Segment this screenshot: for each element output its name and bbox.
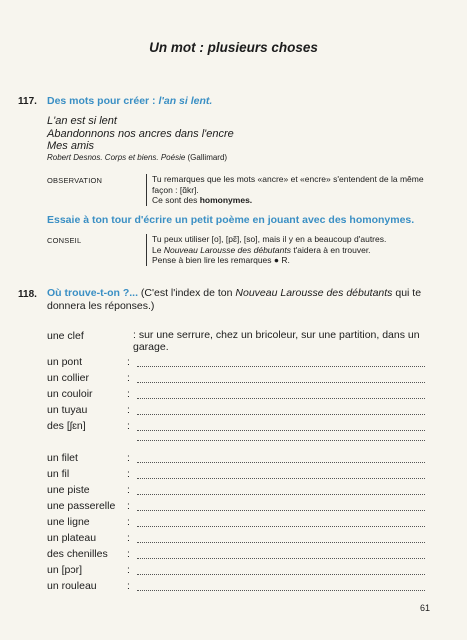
answer-line[interactable] <box>137 382 425 383</box>
conseil-note <box>146 234 432 266</box>
question-text-2: qui te donnera les réponses.) <box>47 287 422 312</box>
example-answer: : sur une serrure, chez un bricoleur, sur une partition, dans un garage. <box>133 329 420 353</box>
answer-line[interactable] <box>137 414 425 415</box>
observation-conclusion <box>152 195 432 206</box>
colon: : <box>127 468 130 480</box>
colon: : <box>127 580 130 592</box>
word-label: une clef <box>47 330 84 342</box>
colon: : <box>127 564 130 576</box>
answer-line-continued[interactable] <box>137 440 425 441</box>
exercise-117-heading-italic: l'an si lent. <box>158 95 213 107</box>
exercise-117-number: 117. <box>18 96 37 107</box>
word-label: un tuyau <box>47 404 88 416</box>
word-row <box>47 452 427 466</box>
word-label: un fil <box>47 468 70 480</box>
word-row <box>47 532 427 546</box>
word-label: un collier <box>47 372 90 384</box>
observation-conclusion-text: Ce sont des <box>152 195 200 205</box>
word-row <box>47 548 427 562</box>
observation-text: Tu remarques que les mots «ancre» et «encre» s'entendent de la même façon : [ɑ̃kr]. <box>152 174 424 195</box>
question-text-1: (C'est l'index de ton <box>138 287 236 299</box>
colon: : <box>127 420 130 432</box>
exercise-117-instruction: Essaie à ton tour d'écrire un petit poème en jouant avec des homonymes. <box>47 214 415 226</box>
word-row <box>47 420 427 434</box>
answer-line[interactable] <box>137 510 425 511</box>
observation-note <box>146 174 432 206</box>
exercise-118-heading: Où trouve-t-on ?... <box>47 287 138 299</box>
page-title: Un mot : plusieurs choses <box>149 40 318 55</box>
word-row <box>47 500 427 514</box>
exercise-117-heading-text: Des mots pour créer : <box>47 95 159 107</box>
poem-line: L'an est si lent <box>47 115 117 127</box>
colon: : <box>127 516 130 528</box>
colon: : <box>127 484 130 496</box>
word-label: un couloir <box>47 388 93 400</box>
answer-line[interactable] <box>137 558 425 559</box>
word-row <box>47 468 427 482</box>
poem-source-publisher: (Gallimard) <box>185 153 228 162</box>
poem <box>47 115 234 153</box>
dictionary-title: Nouveau Larousse des débutants <box>235 287 393 299</box>
colon: : <box>127 500 130 512</box>
answer-line[interactable] <box>137 430 425 431</box>
colon: : <box>127 404 130 416</box>
answer-line[interactable] <box>137 542 425 543</box>
word-label: un rouleau <box>47 580 97 592</box>
conseil-line-2-start: Le <box>152 244 164 255</box>
exercise-117-heading <box>47 95 212 107</box>
word-row <box>47 388 427 402</box>
dictionary-title: Nouveau Larousse des débutants <box>163 244 291 255</box>
word-row <box>47 580 427 594</box>
colon: : <box>127 532 130 544</box>
word-label: un plateau <box>47 532 97 544</box>
word-row <box>47 516 427 530</box>
word-label: un filet <box>47 452 78 464</box>
page-number: 61 <box>420 603 431 613</box>
conseil-label: CONSEIL <box>47 236 82 245</box>
word-label: une passerelle <box>47 500 116 512</box>
word-label: un [pɔr] <box>47 564 83 576</box>
word-row <box>47 372 427 386</box>
observation-keyword: homonymes. <box>199 195 253 205</box>
word-row <box>47 484 427 498</box>
answer-line[interactable] <box>137 398 425 399</box>
answer-line[interactable] <box>137 494 425 495</box>
colon: : <box>127 452 130 464</box>
word-label: des chenilles <box>47 548 108 560</box>
poem-source <box>47 153 227 162</box>
answer-line[interactable] <box>137 478 425 479</box>
poem-line: Mes amis <box>47 140 95 152</box>
colon: : <box>127 548 130 560</box>
word-label: un pont <box>47 356 83 368</box>
conseil-line-2 <box>152 245 432 256</box>
word-label: une ligne <box>47 516 90 528</box>
answer-line[interactable] <box>137 462 425 463</box>
colon: : <box>127 356 130 368</box>
conseil-line-2-end: t'aidera à en trouver. <box>290 244 371 255</box>
word-row <box>47 564 427 578</box>
word-row <box>47 404 427 418</box>
conseil-line-3: Pense à bien lire les remarques ● R. <box>152 255 290 265</box>
conseil-line-1: Tu peux utiliser [o], [pɛ̃], [so], mais il y en a beaucoup d'autres. <box>152 234 387 244</box>
word-label: des [ʃɛn] <box>47 420 86 432</box>
answer-line[interactable] <box>137 590 425 591</box>
word-label: une piste <box>47 484 90 496</box>
colon: : <box>127 372 130 384</box>
answer-line[interactable] <box>137 574 425 575</box>
observation-label: OBSERVATION <box>47 176 103 185</box>
answer-line[interactable] <box>137 526 425 527</box>
word-row <box>47 356 427 370</box>
exercise-118-number: 118. <box>18 289 37 300</box>
colon: : <box>127 388 130 400</box>
answer-line[interactable] <box>137 366 425 367</box>
exercise-118-question <box>47 287 447 313</box>
poem-source-italic: Robert Desnos. Corps et biens. Poésie <box>47 153 186 162</box>
poem-line: Abandonnons nos ancres dans l'encre <box>47 127 234 140</box>
